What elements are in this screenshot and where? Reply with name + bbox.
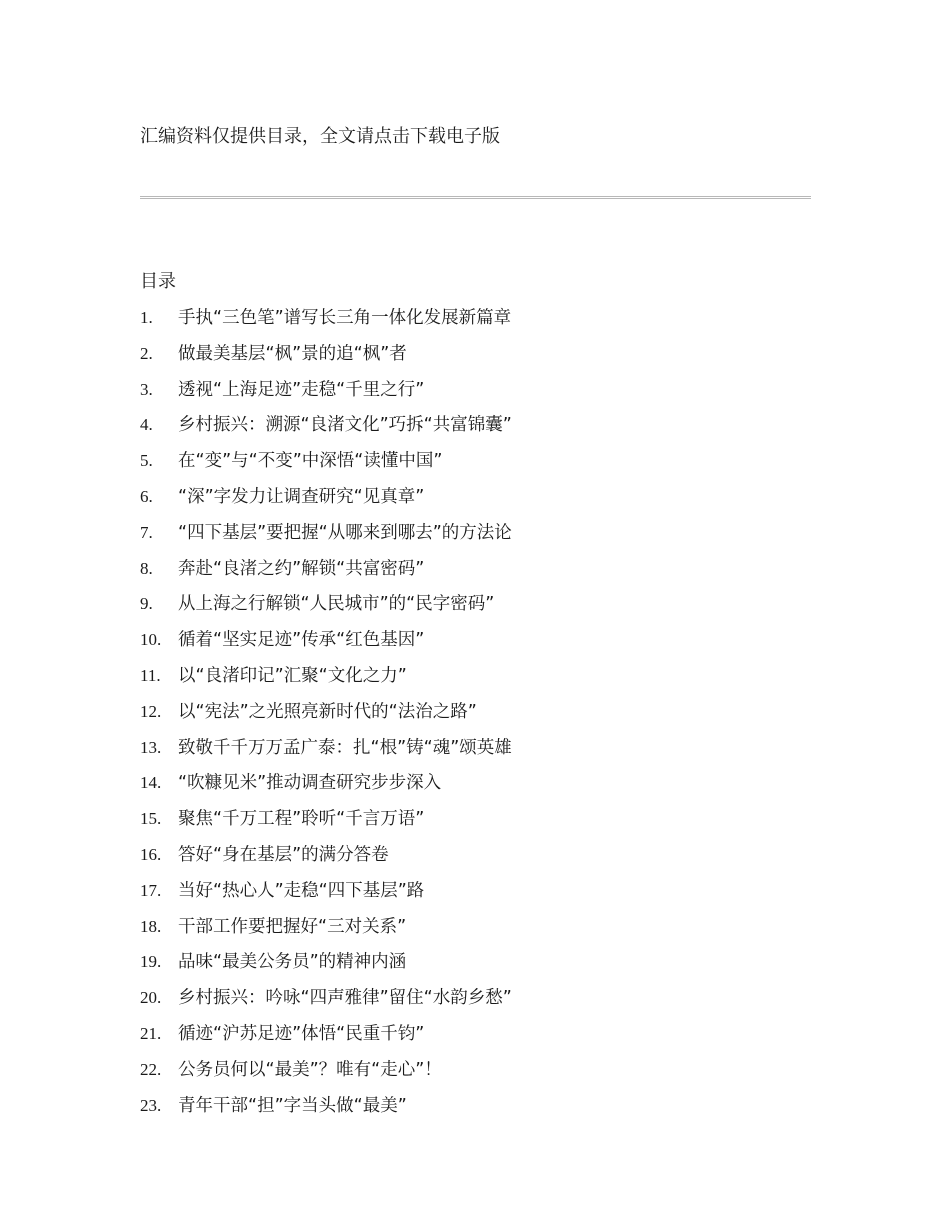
- toc-item: [140, 699, 512, 735]
- toc-list: [140, 305, 512, 1128]
- toc-item-number: 16.: [140, 844, 162, 864]
- toc-item-title: “深”字发力让调查研究“见真章”: [178, 486, 425, 507]
- toc-item: [140, 305, 512, 341]
- toc-item-number: 5.: [140, 451, 153, 471]
- toc-item: [140, 341, 512, 377]
- toc-item-number: 20.: [140, 988, 162, 1008]
- toc-item: [140, 520, 512, 556]
- toc-item-number: 8.: [140, 558, 153, 578]
- toc-item: [140, 735, 512, 771]
- toc-item: [140, 806, 512, 842]
- toc-item: [140, 556, 512, 592]
- toc-item: [140, 1057, 512, 1093]
- toc-item-title: 青年干部“担”字当头做“最美”: [178, 1095, 407, 1116]
- download-notice: 汇编资料仅提供目录，全文请点击下载电子版: [140, 126, 500, 147]
- toc-item: [140, 484, 512, 520]
- toc-item-title: 循迹“沪苏足迹”体悟“民重千钧”: [178, 1023, 425, 1044]
- toc-item-number: 1.: [140, 308, 153, 327]
- toc-item-number: 9.: [140, 594, 153, 614]
- toc-item-title: 聚焦“千万工程”聆听“千言万语”: [178, 809, 425, 830]
- toc-item: [140, 878, 512, 914]
- toc-item-number: 21.: [140, 1023, 162, 1043]
- toc-item-title: 公务员何以“最美”？唯有“走心”！: [178, 1059, 442, 1080]
- toc-item: [140, 412, 512, 448]
- toc-item-title: 品味“最美公务员”的精神内涵: [178, 952, 407, 973]
- toc-item: [140, 377, 512, 413]
- toc-item-number: 6.: [140, 486, 153, 506]
- toc-item-title: 循着“坚实足迹”传承“红色基因”: [178, 630, 425, 651]
- toc-item-title: “吹糠见米”推动调查研究步步深入: [178, 773, 442, 794]
- toc-item-number: 17.: [140, 880, 162, 900]
- toc-item: [140, 1093, 512, 1129]
- toc-item: [140, 985, 512, 1021]
- toc-item-title: 致敬千千万万孟广泰：扎“根”铸“魂”颂英雄: [178, 737, 512, 758]
- toc-item: [140, 949, 512, 985]
- toc-item-number: 14.: [140, 773, 162, 793]
- toc-item: [140, 1021, 512, 1057]
- toc-item-title: 以“良渚印记”汇聚“文化之力”: [178, 665, 407, 686]
- toc-heading: 目录: [140, 271, 176, 292]
- toc-item-number: 18.: [140, 916, 162, 936]
- toc-item: [140, 842, 512, 878]
- toc-item-number: 7.: [140, 522, 153, 542]
- toc-item-title: 在“变”与“不变”中深悟“读懂中国”: [178, 451, 443, 472]
- toc-item-number: 11.: [140, 665, 161, 685]
- toc-item-title: 干部工作要把握好“三对关系”: [178, 916, 407, 937]
- toc-item-title: 以“宪法”之光照亮新时代的“法治之路”: [178, 701, 477, 722]
- toc-item: [140, 591, 512, 627]
- toc-item-number: 3.: [140, 379, 153, 399]
- toc-item-number: 4.: [140, 415, 153, 435]
- divider: [140, 196, 811, 199]
- toc-item-number: 15.: [140, 809, 162, 829]
- toc-item-number: 22.: [140, 1059, 162, 1079]
- toc-item: [140, 627, 512, 663]
- toc-item-number: 10.: [140, 630, 162, 650]
- toc-item-number: 2.: [140, 343, 153, 363]
- toc-item: [140, 663, 512, 699]
- toc-item-title: “四下基层”要把握“从哪来到哪去”的方法论: [178, 522, 512, 543]
- toc-item-title: 乡村振兴：吟咏“四声雅律”留住“水韵乡愁”: [178, 988, 512, 1009]
- toc-item-title: 从上海之行解锁“人民城市”的“民字密码”: [178, 594, 495, 615]
- toc-item-title: 奔赴“良渚之约”解锁“共富密码”: [178, 558, 425, 579]
- toc-item-title: 做最美基层“枫”景的追“枫”者: [178, 343, 407, 364]
- toc-item-title: 答好“身在基层”的满分答卷: [178, 844, 389, 865]
- toc-item-title: 当好“热心人”走稳“四下基层”路: [178, 880, 425, 901]
- toc-item-title: 乡村振兴：溯源“良渚文化”巧拆“共富锦囊”: [178, 415, 512, 436]
- toc-item-number: 19.: [140, 952, 162, 972]
- toc-item-number: 12.: [140, 701, 162, 721]
- toc-item-title: 透视“上海足迹”走稳“千里之行”: [178, 379, 425, 400]
- toc-item: [140, 770, 512, 806]
- toc-item-title: 手执“三色笔”谱写长三角一体化发展新篇章: [178, 308, 512, 328]
- toc-item: [140, 448, 512, 484]
- toc-item-number: 23.: [140, 1095, 162, 1115]
- toc-item-number: 13.: [140, 737, 162, 757]
- toc-item: [140, 914, 512, 950]
